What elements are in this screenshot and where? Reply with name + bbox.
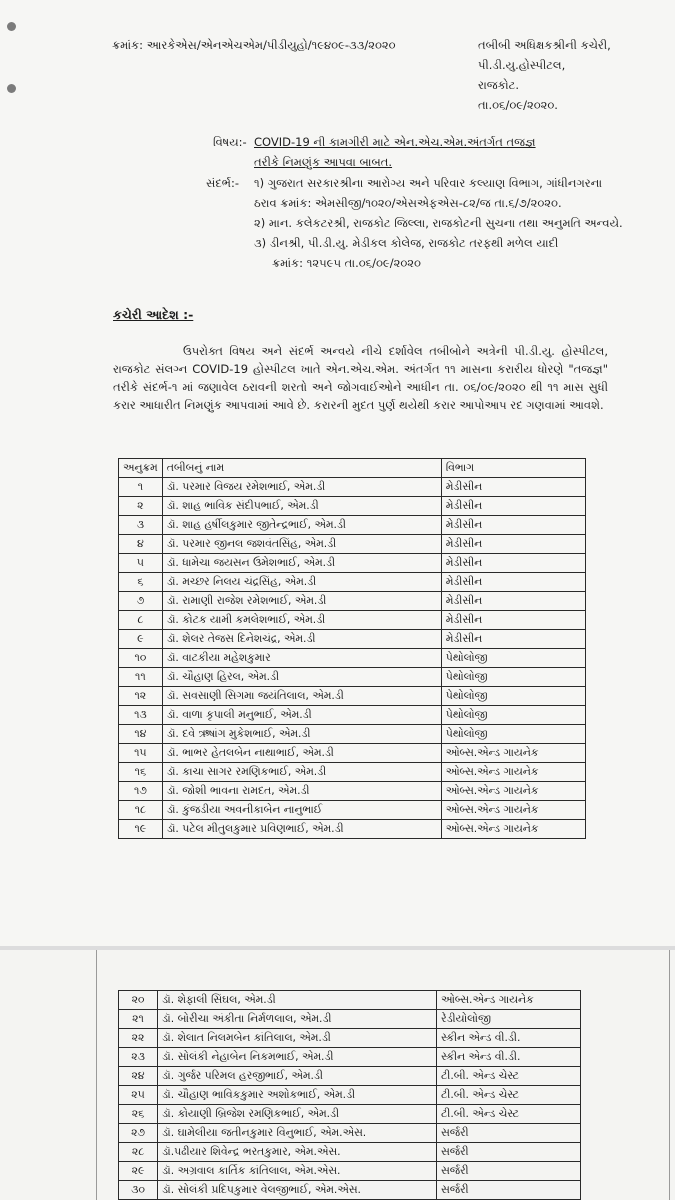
table-row — [119, 649, 586, 668]
doctor-name-cell: ડૉ. ચૌહાણ ભાવિકકુમાર અશોકભાઈ, એમ.ડી — [158, 1086, 437, 1105]
table-row — [119, 1086, 581, 1105]
doctor-name-cell: ડૉ. ઘામેલીયા જતીનકુમાર વિનુભાઈ, એમ.એસ. — [158, 1124, 437, 1143]
doctor-name-cell: ડૉ. ભાભર હેતલબેન નાથાભાઈ, એમ.ડી — [162, 744, 441, 763]
table-row — [119, 687, 586, 706]
department-cell: ઓબ્સ.એન્ડ ગાયનેક — [437, 991, 581, 1010]
doctor-name-cell: ડૉ. કાચા સાગર રમણિકભાઈ, એમ.ડી — [162, 763, 441, 782]
doctor-name-cell: ડૉ. દવે ઋષાંગ મુકેશભાઈ, એમ.ડી — [162, 725, 441, 744]
department-cell: મેડીસીન — [441, 516, 585, 535]
punch-hole — [7, 84, 16, 93]
office-line: તબીબી અધિક્ષકશ્રીની કચેરી, — [478, 38, 611, 52]
serial-cell: ૨૨ — [119, 1029, 158, 1048]
office-line: રાજકોટ. — [478, 78, 519, 92]
serial-cell: ૧૮ — [119, 801, 163, 820]
page-edge — [669, 950, 670, 1200]
table-header-row — [119, 459, 586, 478]
table-row — [119, 630, 586, 649]
doctor-name-cell: ડૉ. પટેલ મીતુલકુમાર પ્રવિણભાઈ, એમ.ડી — [162, 820, 441, 839]
doctor-name-cell: ડૉ. શેફાલી સિંઘલ, એમ.ડી — [158, 991, 437, 1010]
serial-cell: ૨ — [119, 497, 163, 516]
serial-cell: ૮ — [119, 611, 163, 630]
department-cell: મેડીસીન — [441, 554, 585, 573]
doctor-name-cell: ડૉ. વાળા કૃપાલી મનુભાઈ, એમ.ડી — [162, 706, 441, 725]
table-row — [119, 782, 586, 801]
reference-label: સંદર્ભ:- — [206, 176, 239, 190]
department-cell: મેડીસીન — [441, 497, 585, 516]
table-row — [119, 1010, 581, 1029]
table-row — [119, 535, 586, 554]
column-header-department: વિભાગ — [441, 459, 585, 478]
serial-cell: ૧ — [119, 478, 163, 497]
doctor-name-cell: ડૉ. ચૌહાણ હિરલ, એમ.ડી — [162, 668, 441, 687]
serial-cell: ૧૯ — [119, 820, 163, 839]
reference-line: ઠરાવ ક્રમાંક: એમસીજી/૧૦૨૦/એસએફએસ-૮૨/જ તા.૬/૭/૨૦૨૦. — [254, 196, 562, 210]
department-cell: સ્કીન એન્ડ વી.ડી. — [437, 1048, 581, 1067]
column-header-name: તબીબનું નામ — [162, 459, 441, 478]
table-row — [119, 1067, 581, 1086]
punch-hole — [7, 22, 16, 31]
serial-cell: ૨૩ — [119, 1048, 158, 1067]
serial-cell: ૧૦ — [119, 649, 163, 668]
subject-line: COVID-19 ની કામગીરી માટે એન.એચ.એમ.અંતર્ગત તજજ્ઞ — [254, 135, 536, 149]
serial-cell: ૨૧ — [119, 1010, 158, 1029]
table-row — [119, 497, 586, 516]
doctor-name-cell: ડૉ. શેલર તેજસ દિનેશચંદ્ર, એમ.ડી — [162, 630, 441, 649]
doctor-name-cell: ડૉ. જોશી ભાવના રામદત, એમ.ડી — [162, 782, 441, 801]
department-cell: ઓબ્સ.એન્ડ ગાયનેક — [441, 744, 585, 763]
letter-number: ક્રમાંક: આરકેએસ/એનએચએમ/પીડીયુહો/૧૯૪૦૯-૩૩/૨૦૨૦ — [112, 38, 396, 52]
department-cell: ટી.બી. એન્ડ ચેસ્ટ — [437, 1067, 581, 1086]
department-cell: મેડીસીન — [441, 478, 585, 497]
doctor-name-cell: ડૉ.પઢીયાર શિવેન્દ્ર ભરતકુમાર, એમ.એસ. — [158, 1143, 437, 1162]
table-row — [119, 592, 586, 611]
serial-cell: ૨૭ — [119, 1124, 158, 1143]
table-row — [119, 1162, 581, 1181]
serial-cell: ૨૦ — [119, 991, 158, 1010]
serial-cell: ૬ — [119, 573, 163, 592]
department-cell: મેડીસીન — [441, 611, 585, 630]
letter-date: તા.૦૬/૦૯/૨૦૨૦. — [478, 98, 558, 112]
department-cell: પેથોલોજી — [441, 649, 585, 668]
department-cell: ટી.બી. એન્ડ ચેસ્ટ — [437, 1105, 581, 1124]
serial-cell: ૨૪ — [119, 1067, 158, 1086]
table-row — [119, 573, 586, 592]
page-edge — [96, 950, 97, 1200]
doctor-name-cell: ડૉ. સવસાણી સિગમા જયંતિલાલ, એમ.ડી — [162, 687, 441, 706]
reference-line: ૧) ગુજરાત સરકારશ્રીના આરોગ્ય અને પરિવાર કલ્યાણ વિભાગ, ગાંધીનગરના — [254, 176, 603, 190]
table-row — [119, 820, 586, 839]
doctor-name-cell: ડૉ. પરમાર જીનલ જશવંતસિંહ, એમ.ડી — [162, 535, 441, 554]
table-row — [119, 801, 586, 820]
department-cell: પેથોલોજી — [441, 725, 585, 744]
table-row — [119, 611, 586, 630]
doctor-name-cell: ડૉ. કોટક યામી કમલેશભાઈ, એમ.ડી — [162, 611, 441, 630]
table-row — [119, 516, 586, 535]
reference-line: ૩) ડીનશ્રી, પી.ડી.યુ. મેડીકલ કોલેજ, રાજકોટ તરફથી મળેલ યાદી — [254, 236, 559, 250]
department-cell: ઓબ્સ.એન્ડ ગાયનેક — [441, 801, 585, 820]
reference-line: ક્રમાંક: ૧૨૫૯૫ તા.૦૬/૦૯/૨૦૨૦ — [272, 256, 421, 270]
department-cell: સર્જરી — [437, 1124, 581, 1143]
table-row — [119, 478, 586, 497]
doctor-name-cell: ડૉ. કુંજડીયા અવનીકાબેન નાનુભાઈ — [162, 801, 441, 820]
department-cell: ટી.બી. એન્ડ ચેસ્ટ — [437, 1086, 581, 1105]
doctor-name-cell: ડૉ. વાટકીયા મહેશકુમાર — [162, 649, 441, 668]
table-row — [119, 725, 586, 744]
doctor-name-cell: ડૉ. શેલાત નિલમબેન કાંતિલાલ, એમ.ડી — [158, 1029, 437, 1048]
order-body: ઉપરોક્ત વિષય અને સંદર્ભ અન્વયે નીચે દર્શાવેલ તબીબોને અત્રેની પી.ડી.યુ. હોસ્પીટલ, રાજકોટ સંલગ્ન COVID-19 હોસ્પીટલ ખાતે એન.એચ.એમ. અંતર્ગત ૧૧ માસના કરારીય ધોરણે "તજજ્ઞ" તરીકે સંદર્ભ-૧ માં જણાવેલ ઠરાવની શરતો અને જોગવાઈઓને આધીન તા. ૦૬/૦૯/૨૦૨૦ થી ૧૧ માસ સુધી કરાર આધારીત નિમણુંક આપવામાં આવે છે. કરારની મુદત પુર્ણ થયેથી કરાર આપોઆપ રદ ગણવામાં આવશે. — [113, 344, 608, 412]
doctor-name-cell: ડૉ. સોલંકી નેહાબેન નિકમભાઈ, એમ.ડી — [158, 1048, 437, 1067]
table-row — [119, 1143, 581, 1162]
serial-cell: ૨૫ — [119, 1086, 158, 1105]
doctor-name-cell: ડૉ. બોરીચા અંકીતા નિર્મળલાલ, એમ.ડી — [158, 1010, 437, 1029]
table-row — [119, 668, 586, 687]
department-cell: મેડીસીન — [441, 592, 585, 611]
table-row — [119, 1124, 581, 1143]
serial-cell: ૩૦ — [119, 1181, 158, 1200]
serial-cell: ૧૪ — [119, 725, 163, 744]
doctor-name-cell: ડૉ. સોલંકી પ્રદિપકુમાર વેલજીભાઈ, એમ.એસ. — [158, 1181, 437, 1200]
subject-line: તરીકે નિમણુંક આપવા બાબત. — [254, 155, 393, 169]
serial-cell: ૨૯ — [119, 1162, 158, 1181]
department-cell: સ્કીન એન્ડ વી.ડી. — [437, 1029, 581, 1048]
reference-line: ૨) માન. કલેકટરશ્રી, રાજકોટ જિલ્લા, રાજકોટની સુચના તથા અનુમતિ અન્વયે. — [254, 216, 623, 230]
doctor-name-cell: ડૉ. શાહ ભાવિક સંદીપભાઈ, એમ.ડી — [162, 497, 441, 516]
serial-cell: ૨૬ — [119, 1105, 158, 1124]
subject-label: વિષય:- — [213, 135, 247, 149]
order-heading: કચેરી આદેશ :- — [113, 307, 194, 322]
doctor-name-cell: ડૉ. ધામેચા જયસન ઉમેશભાઈ, એમ.ડી — [162, 554, 441, 573]
doctor-name-cell: ડૉ. શાહ હર્ષીલકુમાર જીતેન્દ્રભાઈ, એમ.ડી — [162, 516, 441, 535]
table-row — [119, 554, 586, 573]
serial-cell: ૧૫ — [119, 744, 163, 763]
doctor-name-cell: ડૉ. ગુર્જર પરિમલ હરજીભાઈ, એમ.ડી — [158, 1067, 437, 1086]
department-cell: પેથોલોજી — [441, 687, 585, 706]
doctor-table-continued — [118, 990, 581, 1200]
doctor-name-cell: ડૉ. પરમાર વિજય રમેશભાઈ, એમ.ડી — [162, 478, 441, 497]
doctor-table — [118, 458, 586, 839]
department-cell: પેથોલોજી — [441, 668, 585, 687]
serial-cell: ૯ — [119, 630, 163, 649]
serial-cell: ૧૨ — [119, 687, 163, 706]
serial-cell: ૧૩ — [119, 706, 163, 725]
department-cell: મેડીસીન — [441, 535, 585, 554]
department-cell: સર્જરી — [437, 1143, 581, 1162]
serial-cell: ૧૭ — [119, 782, 163, 801]
department-cell: રેડીયોલોજી — [437, 1010, 581, 1029]
serial-cell: ૭ — [119, 592, 163, 611]
doctor-name-cell: ડૉ. અગ્રવાલ કાર્તિક કાંતિલાલ, એમ.એસ. — [158, 1162, 437, 1181]
table-row — [119, 1029, 581, 1048]
doctor-name-cell: ડૉ. કોયાણી બ્રિજેશ રમણિકભાઈ, એમ.ડી — [158, 1105, 437, 1124]
table-row — [119, 991, 581, 1010]
serial-cell: ૫ — [119, 554, 163, 573]
serial-cell: ૪ — [119, 535, 163, 554]
office-line: પી.ડી.યુ.હોસ્પીટલ, — [478, 58, 566, 72]
serial-cell: ૧૬ — [119, 763, 163, 782]
department-cell: સર્જરી — [437, 1162, 581, 1181]
serial-cell: ૨૮ — [119, 1143, 158, 1162]
table-row — [119, 1048, 581, 1067]
department-cell: ઓબ્સ.એન્ડ ગાયનેક — [441, 763, 585, 782]
table-row — [119, 1105, 581, 1124]
department-cell: પેથોલોજી — [441, 706, 585, 725]
serial-cell: ૧૧ — [119, 668, 163, 687]
department-cell: ઓબ્સ.એન્ડ ગાયનેક — [441, 820, 585, 839]
serial-cell: ૩ — [119, 516, 163, 535]
doctor-name-cell: ડૉ. રામાણી રાજેશ રમેશભાઈ, એમ.ડી — [162, 592, 441, 611]
department-cell: સર્જરી — [437, 1181, 581, 1200]
table-row — [119, 763, 586, 782]
department-cell: મેડીસીન — [441, 573, 585, 592]
table-row — [119, 1181, 581, 1200]
table-row — [119, 706, 586, 725]
doctor-name-cell: ડૉ. મચ્છર નિલય ચંદ્રસિંહ, એમ.ડી — [162, 573, 441, 592]
department-cell: મેડીસીન — [441, 630, 585, 649]
table-row — [119, 744, 586, 763]
column-header-serial: અનુક્રમ — [119, 459, 163, 478]
department-cell: ઓબ્સ.એન્ડ ગાયનેક — [441, 782, 585, 801]
